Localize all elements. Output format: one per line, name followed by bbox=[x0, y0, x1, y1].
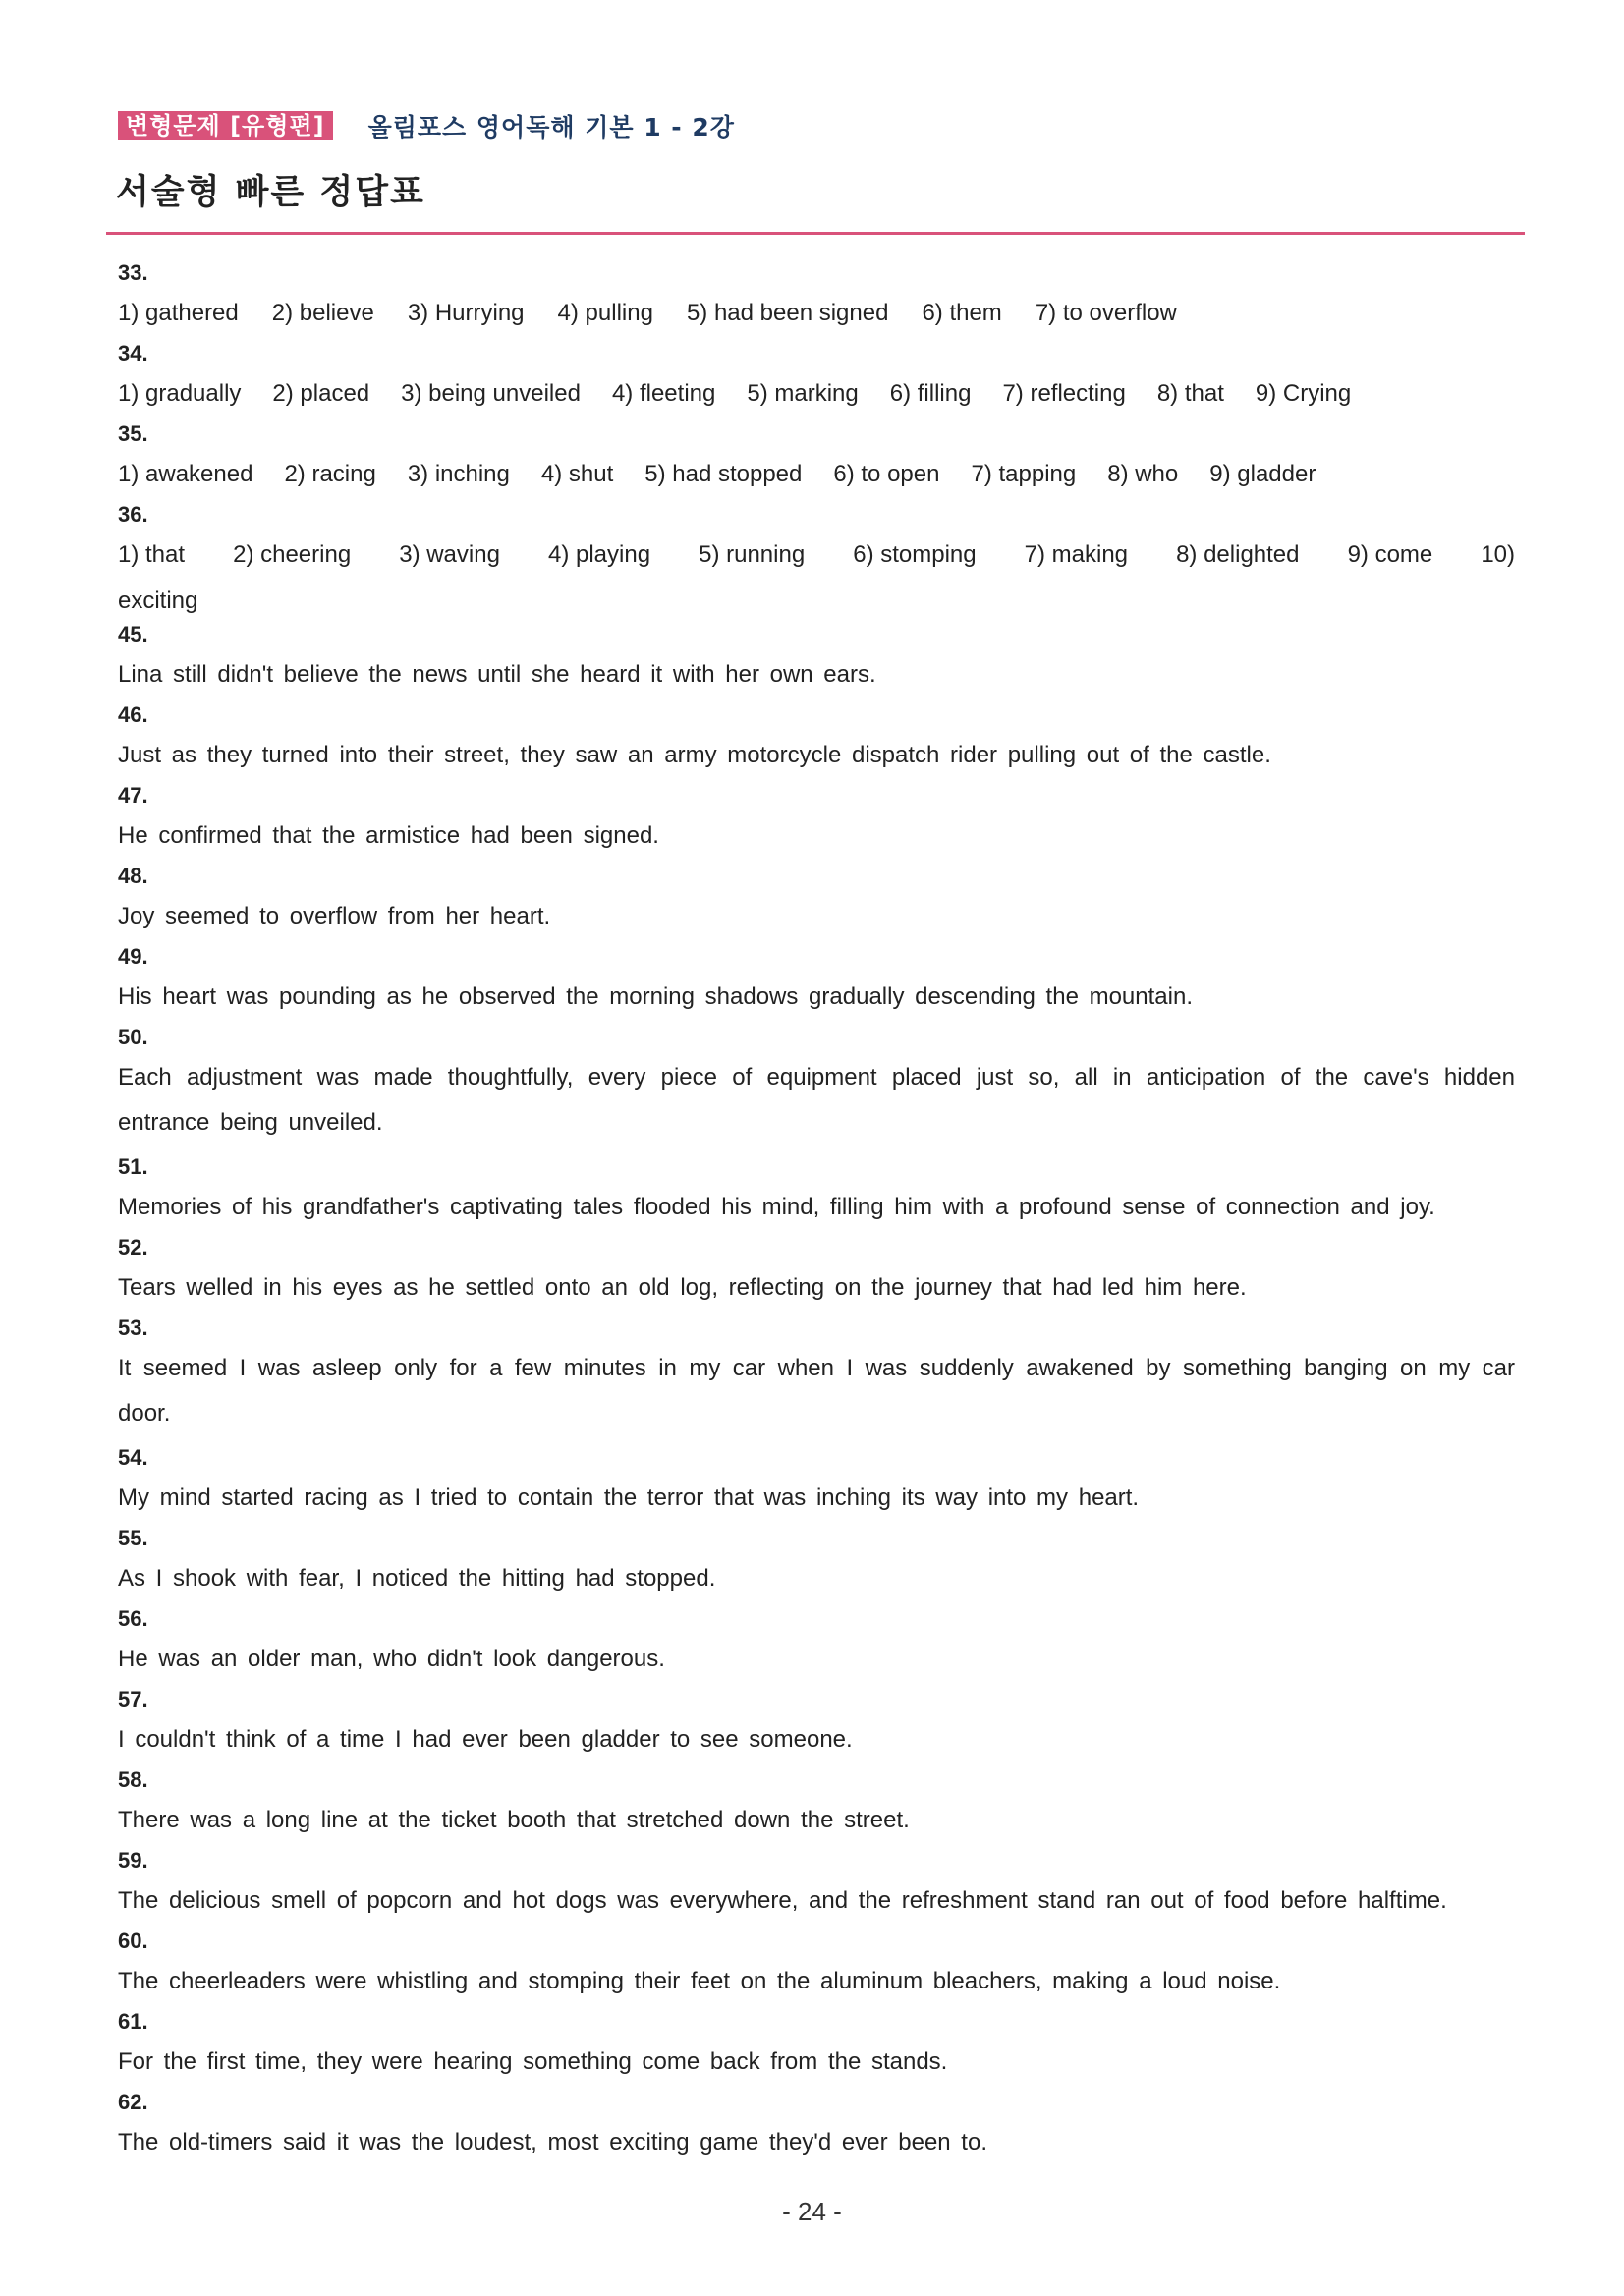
answer-item: 6) stomping bbox=[853, 541, 977, 568]
answer-item: 2) placed bbox=[272, 380, 370, 407]
answer-item: 8) who bbox=[1107, 461, 1179, 487]
answer-sentence: Each adjustment was made thoughtfully, every piece of equipment placed just so, all in anticipation of the cave's hidden entrance being unveiled. bbox=[118, 1064, 1515, 1136]
answer-item: 7) to overflow bbox=[1035, 300, 1177, 326]
answer-item: 3) inching bbox=[407, 461, 510, 487]
answer-item: 1) that bbox=[118, 541, 186, 568]
answer-sentence: He was an older man, who didn't look dangerous. bbox=[118, 1646, 665, 1672]
answer-block bbox=[118, 340, 1515, 420]
title-divider bbox=[106, 232, 1525, 235]
answer-item: 5) running bbox=[699, 541, 806, 568]
answer-item: 8) delighted bbox=[1176, 541, 1300, 568]
answer-item: 9) Crying bbox=[1255, 380, 1352, 407]
question-number: 61. bbox=[118, 2009, 148, 2034]
answer-sentence: For the first time, they were hearing something come back from the stands. bbox=[118, 2048, 948, 2075]
answer-row bbox=[118, 529, 1515, 582]
answer-sentence: Tears welled in his eyes as he settled onto an old log, reflecting on the journey that had led him here. bbox=[118, 1274, 1247, 1301]
question-number: 52. bbox=[118, 1235, 148, 1260]
question-number: 62. bbox=[118, 2090, 148, 2114]
answer-block bbox=[118, 1444, 1515, 1525]
question-number: 34. bbox=[118, 341, 148, 365]
question-number: 57. bbox=[118, 1687, 148, 1711]
answer-item: 6) them bbox=[922, 300, 1002, 326]
question-number: 59. bbox=[118, 1848, 148, 1873]
answer-item: 2) racing bbox=[284, 461, 376, 487]
answer-block bbox=[118, 1315, 1515, 1444]
answer-item: 8) that bbox=[1156, 380, 1224, 407]
answer-item: 7) reflecting bbox=[1002, 380, 1126, 407]
answer-item: 2) believe bbox=[271, 300, 374, 326]
question-number: 50. bbox=[118, 1025, 148, 1049]
answer-sentence: There was a long line at the ticket booth that stretched down the street. bbox=[118, 1807, 910, 1833]
answer-block bbox=[118, 1847, 1515, 1928]
answer-item: 6) to open bbox=[833, 461, 940, 487]
answer-block bbox=[118, 501, 1515, 621]
answer-item: 6) filling bbox=[889, 380, 972, 407]
answer-block bbox=[118, 1525, 1515, 1605]
page-title: 서술형 빠른 정답표 bbox=[116, 173, 425, 212]
answer-sentence: Lina still didn't believe the news until she heard it with her own ears. bbox=[118, 661, 876, 688]
question-number: 46. bbox=[118, 702, 148, 727]
answer-block bbox=[118, 420, 1515, 501]
answer-block bbox=[118, 701, 1515, 782]
question-number: 48. bbox=[118, 864, 148, 888]
answer-block bbox=[118, 943, 1515, 1024]
answer-sentence: As I shook with fear, I noticed the hitting had stopped. bbox=[118, 1565, 716, 1592]
answer-block bbox=[118, 782, 1515, 863]
answer-sentence: I couldn't think of a time I had ever been gladder to see someone. bbox=[118, 1726, 853, 1753]
question-number: 35. bbox=[118, 421, 148, 446]
answer-sentence: He confirmed that the armistice had been signed. bbox=[118, 822, 659, 849]
question-number: 56. bbox=[118, 1606, 148, 1631]
question-number: 36. bbox=[118, 502, 148, 527]
answer-list bbox=[118, 259, 1515, 2169]
question-number: 33. bbox=[118, 260, 148, 285]
answer-sentence: His heart was pounding as he observed the morning shadows gradually descending the mountain. bbox=[118, 983, 1193, 1010]
answer-item: 5) had stopped bbox=[644, 461, 803, 487]
answer-sentence: The delicious smell of popcorn and hot dogs was everywhere, and the refreshment stand ran out of food before halftime. bbox=[118, 1887, 1447, 1914]
answer-sentence: The old-timers said it was the loudest, most exciting game they'd ever been to. bbox=[118, 2129, 987, 2156]
answer-item: 7) tapping bbox=[971, 461, 1077, 487]
answer-block bbox=[118, 1024, 1515, 1153]
answer-item: 4) playing bbox=[547, 541, 651, 568]
answer-row bbox=[118, 448, 1515, 501]
answer-sentence: The cheerleaders were whistling and stomping their feet on the aluminum bleachers, making a loud noise. bbox=[118, 1968, 1281, 1994]
answer-item: 1) gradually bbox=[118, 380, 242, 407]
answer-block bbox=[118, 1153, 1515, 1234]
question-number: 54. bbox=[118, 1445, 148, 1470]
answer-item: 3) Hurrying bbox=[407, 300, 525, 326]
answer-item: 4) fleeting bbox=[611, 380, 716, 407]
question-number: 53. bbox=[118, 1316, 148, 1340]
answer-item: 1) awakened bbox=[118, 461, 253, 487]
answer-block bbox=[118, 863, 1515, 943]
answer-row bbox=[118, 287, 1515, 340]
answer-sentence: It seemed I was asleep only for a few minutes in my car when I was suddenly awakened by something banging on my car door. bbox=[118, 1355, 1515, 1427]
answer-block bbox=[118, 2089, 1515, 2169]
answer-item: 3) being unveiled bbox=[401, 380, 581, 407]
question-number: 51. bbox=[118, 1154, 148, 1179]
question-number: 58. bbox=[118, 1767, 148, 1792]
answer-item: 7) making bbox=[1024, 541, 1129, 568]
answer-item: 2) cheering bbox=[233, 541, 352, 568]
question-number: 45. bbox=[118, 622, 148, 646]
answer-sentence: Memories of his grandfather's captivating tales flooded his mind, filling him with a profound sense of connection and joy. bbox=[118, 1194, 1435, 1220]
question-number: 60. bbox=[118, 1929, 148, 1953]
answer-block bbox=[118, 1928, 1515, 2008]
answer-block bbox=[118, 1234, 1515, 1315]
page-header bbox=[118, 108, 735, 143]
question-number: 49. bbox=[118, 944, 148, 969]
answer-block bbox=[118, 2008, 1515, 2089]
answer-item: 5) marking bbox=[747, 380, 859, 407]
answer-sentence: Joy seemed to overflow from her heart. bbox=[118, 903, 551, 929]
answer-sentence: My mind started racing as I tried to contain the terror that was inching its way into my heart. bbox=[118, 1484, 1140, 1511]
answer-item: 9) come bbox=[1347, 541, 1433, 568]
answer-block bbox=[118, 1605, 1515, 1686]
course-title: 올림포스 영어독해 기본 1 - 2강 bbox=[367, 113, 735, 141]
answer-block bbox=[118, 621, 1515, 701]
answer-block bbox=[118, 259, 1515, 340]
answer-item: 4) shut bbox=[540, 461, 614, 487]
answer-block bbox=[118, 1686, 1515, 1766]
question-number: 47. bbox=[118, 783, 148, 808]
answer-item: 3) waving bbox=[399, 541, 500, 568]
answer-item: 5) had been signed bbox=[686, 300, 889, 326]
answer-item: 9) gladder bbox=[1209, 461, 1316, 487]
answer-sentence: Just as they turned into their street, they saw an army motorcycle dispatch rider pulling out of the castle. bbox=[118, 742, 1271, 768]
question-number: 55. bbox=[118, 1526, 148, 1550]
section-badge: 변형문제 [유형편] bbox=[118, 111, 333, 140]
answer-block bbox=[118, 1766, 1515, 1847]
answer-row bbox=[118, 367, 1515, 420]
answer-item: 10) bbox=[1481, 541, 1515, 568]
page-number: - 24 - bbox=[782, 2197, 842, 2226]
answer-item: 1) gathered bbox=[118, 300, 239, 326]
answer-item-continued: exciting bbox=[118, 588, 198, 614]
answer-item: 4) pulling bbox=[557, 300, 653, 326]
